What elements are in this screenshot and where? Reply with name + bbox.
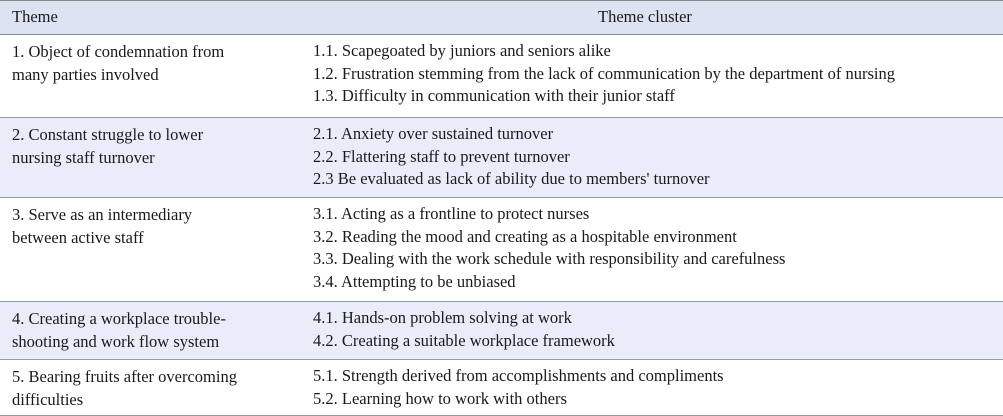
theme-line: 3. Serve as an intermediary [12, 205, 193, 224]
cluster-item: 3.2. Reading the mood and creating as a hospitable environment [313, 226, 737, 246]
cluster-item: 2.1. Anxiety over sustained turnover [313, 124, 554, 143]
cluster-item: 5.1. Strength derived from accomplishments and compliments [313, 366, 724, 385]
theme-cell [12, 40, 292, 86]
header-theme: Theme [12, 7, 58, 26]
table-row [0, 302, 1003, 360]
table-row [0, 198, 1003, 302]
cluster-cell [313, 40, 1003, 108]
table-row [0, 118, 1003, 198]
cluster-cell [313, 307, 1003, 352]
cluster-item: 4.1. Hands-on problem solving at work [313, 308, 572, 327]
theme-cell [12, 203, 292, 249]
theme-line: many parties involved [12, 65, 159, 84]
cluster-cell [313, 203, 1003, 293]
cluster-item: 2.3 Be evaluated as lack of ability due to members' turnover [313, 169, 710, 188]
table-row [0, 360, 1003, 416]
header-theme-cluster: Theme cluster [598, 7, 692, 26]
theme-line: 1. Object of condemnation from [12, 42, 225, 61]
theme-line: 5. Bearing fruits after overcoming [12, 367, 237, 386]
table-header [0, 0, 1003, 35]
cluster-item: 1.2. Frustration stemming from the lack of communication by the department of nursing [313, 63, 895, 83]
cluster-item: 3.1. Acting as a frontline to protect nurses [313, 204, 590, 223]
cluster-item: 3.4. Attempting to be unbiased [313, 271, 516, 291]
theme-line: shooting and work flow system [12, 332, 220, 351]
theme-line: 4. Creating a workplace trouble- [12, 309, 226, 328]
cluster-item: 1.3. Difficulty in communication with their junior staff [313, 86, 675, 105]
theme-line: difficulties [12, 390, 84, 409]
table-row [0, 35, 1003, 118]
cluster-item: 3.3. Dealing with the work schedule with responsibility and carefulness [313, 249, 786, 268]
cluster-item: 2.2. Flattering staff to prevent turnover [313, 146, 570, 166]
theme-cell [12, 307, 292, 353]
theme-line: between active staff [12, 228, 144, 247]
cluster-item: 5.2. Learning how to work with others [313, 388, 567, 408]
theme-line: 2. Constant struggle to lower [12, 125, 204, 144]
theme-cell [12, 123, 292, 169]
cluster-cell [313, 365, 1003, 410]
cluster-item: 4.2. Creating a suitable workplace framework [313, 330, 615, 350]
cluster-item: 1.1. Scapegoated by juniors and seniors alike [313, 41, 611, 60]
cluster-cell [313, 123, 1003, 191]
theme-cell [12, 365, 292, 411]
theme-line: nursing staff turnover [12, 148, 155, 167]
